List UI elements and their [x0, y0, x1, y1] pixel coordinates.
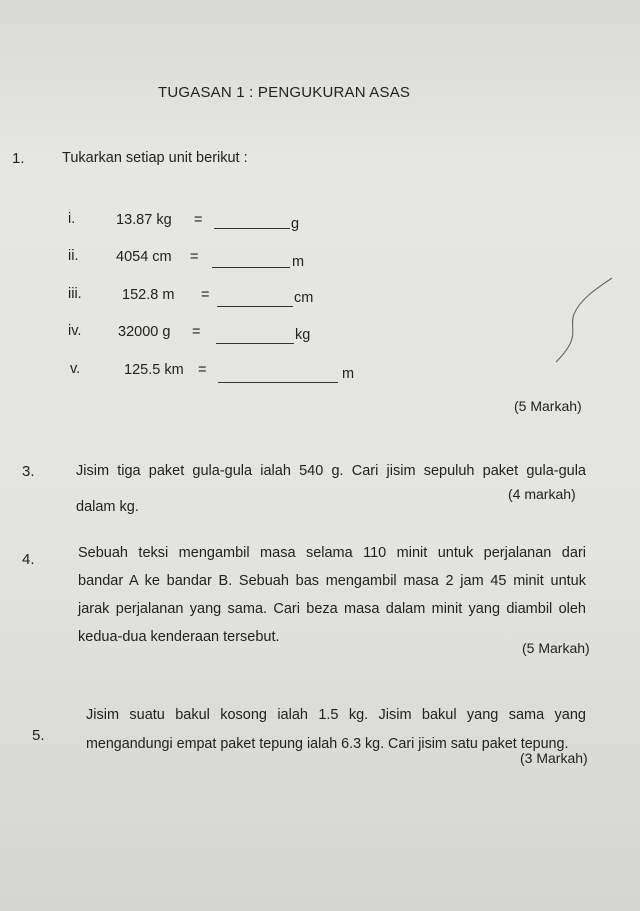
q3-line-1: Jisim tiga paket gula-gula ialah 540 g. Cari jisim sepuluh paket gula-gula [76, 463, 586, 479]
q1-item-iv-answer-blank[interactable] [216, 327, 294, 344]
q1-item-ii-unit: m [292, 254, 305, 270]
q1-item-v-number: v. [70, 361, 81, 377]
q4-line-3: jarak perjalanan yang sama. Cari beza masa dalam minit yang diambil oleh [78, 601, 586, 617]
q1-marks: (5 Markah) [514, 398, 582, 414]
q4-number: 4. [22, 551, 35, 568]
q1-item-v-answer-blank[interactable] [218, 366, 338, 383]
q3-line-2: dalam kg. [76, 499, 139, 515]
q1-item-i-answer-blank[interactable] [214, 212, 290, 229]
q1-item-iii-answer-blank[interactable] [217, 290, 293, 307]
q1-item-iv-unit: kg [295, 327, 311, 343]
q1-item-iv-expression: 32000 g [118, 324, 171, 340]
q3-number: 3. [22, 463, 35, 480]
q1-item-ii-answer-blank[interactable] [212, 251, 290, 268]
q1-item-i-number: i. [68, 211, 76, 227]
q4-marks: (5 Markah) [522, 640, 590, 656]
q1-item-iii-equals: = [201, 287, 210, 303]
q5-marks: (3 Markah) [520, 750, 588, 766]
q1-item-iv-number: iv. [68, 323, 82, 339]
q1-item-v-expression: 125.5 km [124, 362, 184, 378]
q1-item-ii-expression: 4054 cm [116, 249, 172, 265]
q4-line-2: bandar A ke bandar B. Sebuah bas mengambil masa 2 jam 45 minit untuk [78, 573, 586, 589]
q5-line-1: Jisim suatu bakul kosong ialah 1.5 kg. Jisim bakul yang sama yang [86, 707, 586, 723]
margin-pencil-mark [550, 270, 620, 370]
q1-number: 1. [12, 150, 25, 167]
q4-line-1: Sebuah teksi mengambil masa selama 110 minit untuk perjalanan dari [78, 545, 586, 561]
q1-item-iii-expression: 152.8 m [122, 287, 175, 303]
q4-line-4: kedua-dua kenderaan tersebut. [78, 629, 280, 645]
q1-item-v-equals: = [198, 362, 207, 378]
page-title: TUGASAN 1 : PENGUKURAN ASAS [158, 84, 411, 101]
q1-prompt: Tukarkan setiap unit berikut : [62, 150, 248, 166]
q1-item-i-equals: = [194, 212, 203, 228]
q5-line-2: mengandungi empat paket tepung ialah 6.3 kg. Cari jisim satu paket tepung. [86, 736, 569, 752]
q3-marks: (4 markah) [508, 486, 576, 502]
q1-item-ii-equals: = [190, 249, 199, 265]
q1-item-iii-number: iii. [68, 286, 82, 302]
q5-number: 5. [32, 727, 45, 744]
q1-item-iii-unit: cm [294, 290, 314, 306]
q1-item-v-unit: m [342, 366, 355, 382]
q1-item-i-expression: 13.87 kg [116, 212, 172, 228]
q1-item-iv-equals: = [192, 324, 201, 340]
q1-item-ii-number: ii. [68, 248, 79, 264]
q1-item-i-unit: g [291, 216, 300, 232]
